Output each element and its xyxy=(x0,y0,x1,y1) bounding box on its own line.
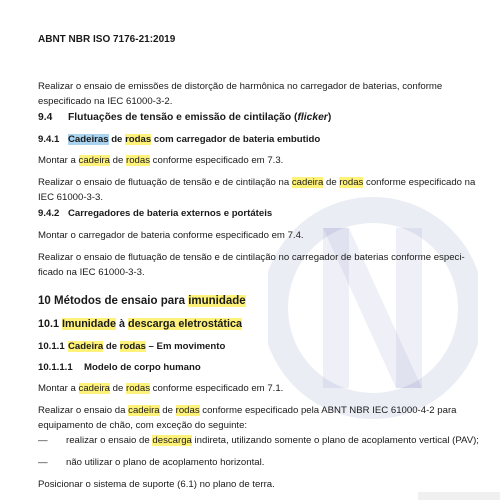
paragraph: Montar a cadeira de rodas conforme especificado em 7.3. xyxy=(38,155,284,166)
paragraph: Realizar o ensaio da cadeira de rodas conforme especificado pela ABNT NBR IEC 61000-4-2 para equipamento de chão, com exceção do seguinte: xyxy=(38,405,457,431)
paragraph: Realizar o ensaio de flutuação de tensão e de cintilação no carregador de baterias conforme especificado na IEC 61000-3-3. xyxy=(38,252,465,278)
section-10-heading: 10 Métodos de ensaio para imunidade xyxy=(38,295,246,307)
section-9-4-1-heading: 9.4.1 Cadeiras de rodas com carregador de bateria embutido xyxy=(38,134,321,145)
paragraph: Montar o carregador de bateria conforme especificado em 7.4. xyxy=(38,230,304,241)
section-10-1-heading: 10.1 Imunidade à descarga eletrostática xyxy=(38,318,243,330)
list-item: — não utilizar o plano de acoplamento horizontal. xyxy=(38,457,265,468)
page-edge-strip xyxy=(418,492,500,500)
paragraph: Realizar o ensaio de flutuação de tensão e de cintilação na cadeira de rodas conforme especificado na IEC 61000-3-3. xyxy=(38,177,476,203)
section-9-4-heading: 9.4 Flutuações de tensão e emissão de cintilação (flicker) xyxy=(38,112,332,123)
document-header: ABNT NBR ISO 7176-21:2019 xyxy=(38,34,176,45)
paragraph: Montar a cadeira de rodas conforme especificado em 7.1. xyxy=(38,383,284,394)
paragraph: Realizar o ensaio de emissões de distorção de harmônica no carregador de baterias, conforme especificado na IEC 61000-3-2. xyxy=(38,81,443,107)
paragraph: Posicionar o sistema de suporte (6.1) no plano de terra. xyxy=(38,479,275,490)
section-9-4-2-heading: 9.4.2 Carregadores de bateria externos e portáteis xyxy=(38,208,273,219)
list-item: — realizar o ensaio de descarga indireta, utilizando somente o plano de acoplamento vertical (PAV); xyxy=(38,435,479,446)
section-10-1-1-heading: 10.1.1 Cadeira de rodas – Em movimento xyxy=(38,341,226,352)
section-10-1-1-1-heading: 10.1.1.1 Modelo de corpo humano xyxy=(38,362,201,373)
